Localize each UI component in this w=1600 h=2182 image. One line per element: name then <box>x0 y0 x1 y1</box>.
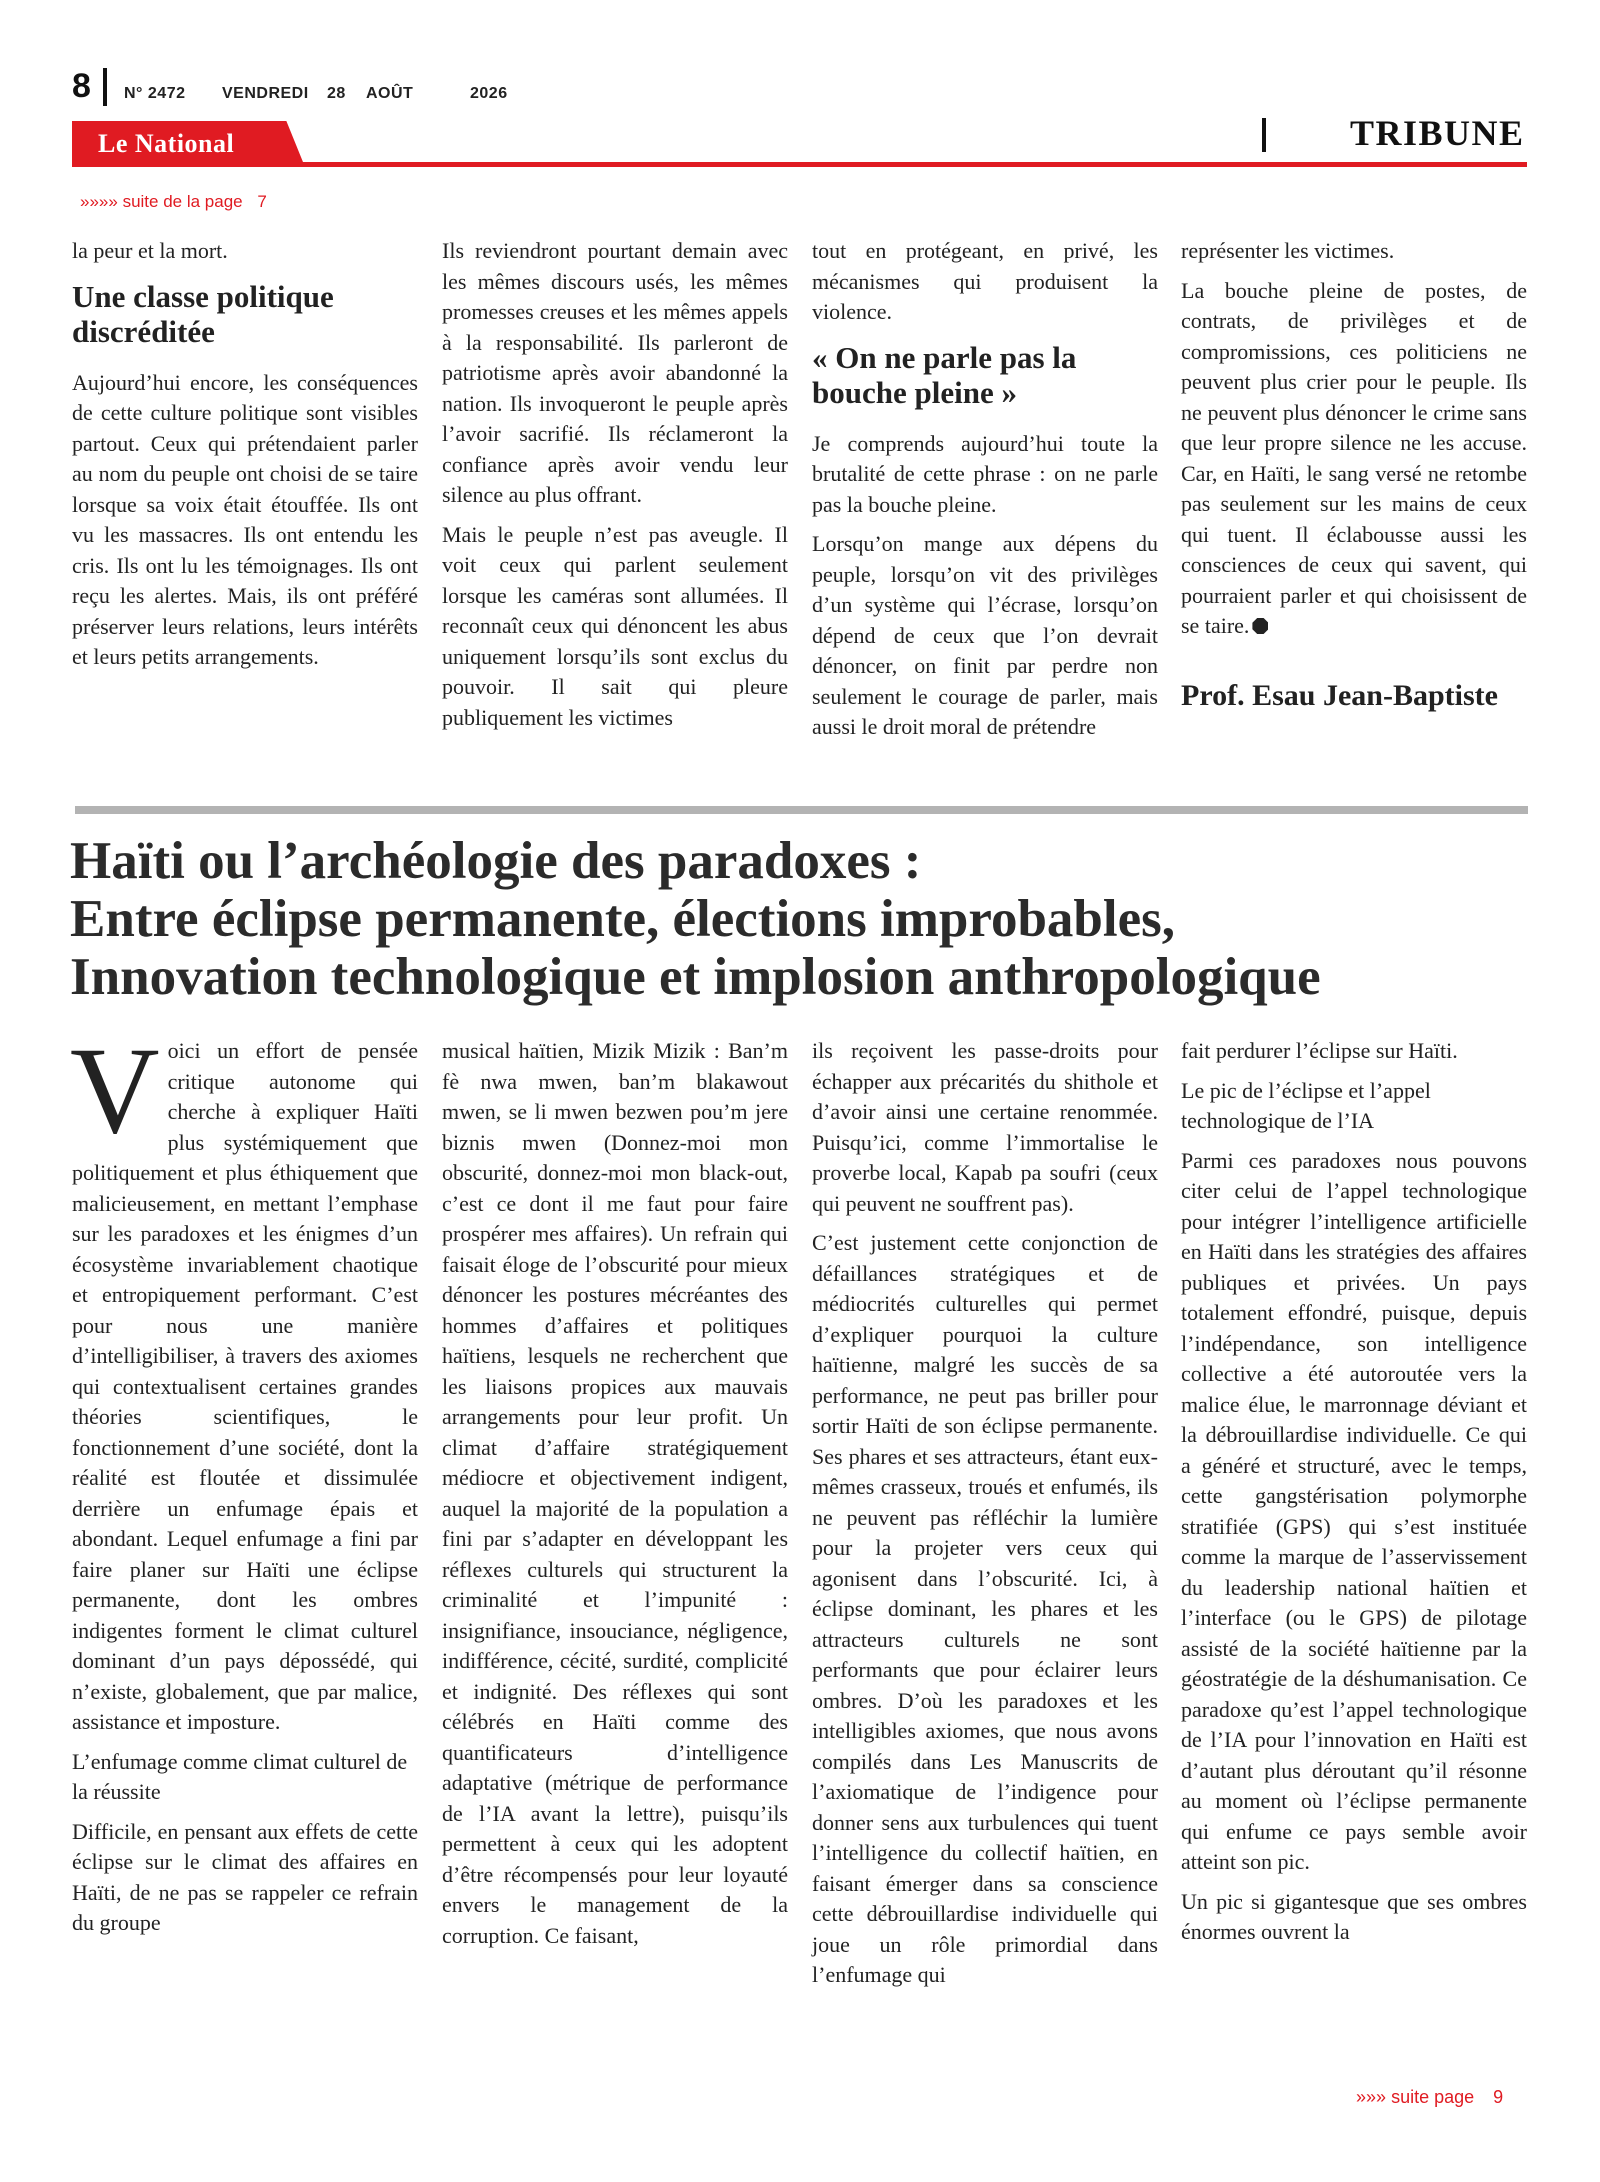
paragraph: Lorsqu’on mange aux dépens du peuple, lorsqu’on vit des privilèges d’un système qui l’écrase, lorsqu’on dépend de ceux que l’on devrait dénoncer, on finit par perdre non seulement le courage de parler, mais aussi le droit moral de prétendre <box>812 531 1158 739</box>
headline-line-1: Haïti ou l’archéologie des paradoxes : <box>70 832 922 890</box>
main-article-column-3 <box>812 1036 1158 2000</box>
article-subheading: L’enfumage comme climat culturel de la réussite <box>72 1748 408 1804</box>
section-title: TRIBUNE <box>1350 113 1525 153</box>
continued-page: 7 <box>257 192 267 211</box>
issue-month: AOÛT <box>366 85 414 102</box>
issue-weekday: VENDREDI <box>222 85 309 102</box>
main-article-column-2 <box>442 1036 788 1960</box>
article-subheading: Une classe politique discréditée <box>72 278 334 349</box>
paragraph <box>70 1022 418 1738</box>
paragraph: Ils reviendront pourtant demain avec les mêmes discours usés, les mêmes promesses creuses et les mêmes appels à la responsabilité. Ils parleront de patriotisme après avoir abandonné la nation. Ils invoqueront le peuple après l’avoir sacrifié. Ils réclameront la confiance après avoir vendu leur silence au plus offrant. <box>442 238 788 507</box>
top-article-column-3 <box>812 236 1158 752</box>
paragraph: Difficile, en pensant aux effets de cette éclipse sur le climat des affaires en Haïti, de ne pas se rappeler ce refrain du groupe <box>72 1818 418 1935</box>
paragraph: C’est justement cette conjonction de défaillances stratégiques et de médiocrités culturelles qui permet d’expliquer pourquoi la culture haïtienne, malgré les succès de sa performance, ne peut pas briller pour sortir Haïti de son éclipse permanente. Ses phares et ses attracteurs, étant eux-mêmes crasseux, troués et enfumés, ils ne peuvent pas réfléchir la lumière pour la projeter vers ceux qui agonisent dans l’obscurité. Ici, à éclipse dominant, les phares et les attracteurs culturels ne sont performants que pour éclairer leurs ombres. D’où les paradoxes et les intelligibles axiomes, que nous avons compilés dans Les Manuscrits de l’axiomatique de l’indigence pour donner sens aux turbulences qui tuent l’intelligence du collectif haïtien, en faisant émerger dans sa conscience cette débrouillardise individuelle qui joue un rôle primordial dans l’enfumage qui <box>812 1230 1158 1987</box>
top-article-column-4 <box>1181 236 1527 714</box>
issue-year: 2026 <box>470 85 508 102</box>
continued-arrows: »»» <box>1356 2087 1387 2107</box>
paragraph: Aujourd’hui encore, les conséquences de cette culture politique sont visibles partout. Ceux qui prétendaient parler au nom du peuple ont choisi de se taire lorsque sa voix était étouffée. Ils ont vu les massacres. Ils ont entendu les cris. Ils ont lu les témoignages. Ils ont reçu les alertes. Mais, ils ont préféré préserver leurs relations, leurs intérêts et leurs petits arrangements. <box>72 369 418 669</box>
headline-line-3: Innovation technologique et implosion anthropologique <box>70 948 1321 1006</box>
paragraph: la peur et la mort. <box>72 238 228 263</box>
issue-day: 28 <box>327 85 346 102</box>
paragraph: fait perdurer l’éclipse sur Haïti. <box>1181 1038 1458 1063</box>
continued-arrows: »»»» <box>80 192 118 211</box>
paragraph: musical haïtien, Mizik Mizik : Ban’m fè nwa mwen, ban’m blakawout mwen, se li mwen bezwen pou’m jere biznis mwen (Donnez-moi mon obscurité, donnez-moi mon black-out, c’est ce dont il me faut pour faire prospérer mes affaires). Un refrain qui faisait éloge de l’obscurité pour mieux dénoncer les postures mécréantes des hommes d’affaires et politiques haïtiens, lesquels ne recherchent que les liaisons propices aux mauvais arrangements pour leur profit. Un climat d’affaire stratégiquement médiocre et objectivement indigent, auquel la majorité de la population a fini par s’adapter en développant les réflexes culturels qui structurent la criminalité et l’impunité : insignifiance, insouciance, négligence, indifférence, cécité, surdité, complicité et indignité. Des réflexes qui sont célébrés en Haïti comme des quantificateurs d’intelligence adaptative (métrique de performance de l’IA avant la lettre), puisqu’ils permettent à ceux qui les adoptent d’être récompensés pour leur loyauté envers le management de la corruption. Ce faisant, <box>442 1038 788 1948</box>
paragraph: Un pic si gigantesque que ses ombres énormes ouvrent la <box>1181 1888 1527 1944</box>
continued-page: 9 <box>1493 2087 1504 2107</box>
page-number: 8 <box>72 67 91 105</box>
paragraph: tout en protégeant, en privé, les mécanismes qui produisent la violence. <box>812 238 1158 324</box>
article-headline <box>70 832 1540 1006</box>
continued-on <box>1356 2087 1503 2108</box>
headline-line-2: Entre éclipse permanente, élections improbables, <box>70 890 1176 948</box>
page-number-divider <box>103 68 107 106</box>
paragraph: Je comprends aujourd’hui toute la brutalité de cette phrase : on ne parle pas la bouche pleine. <box>812 430 1158 517</box>
top-article-column-2 <box>442 236 788 742</box>
author-signature: Prof. Esau Jean-Baptiste <box>1181 678 1498 712</box>
end-mark-icon <box>1252 618 1268 634</box>
paragraph <box>1181 276 1527 642</box>
brand-logo: Le National <box>98 129 235 158</box>
paragraph: Mais le peuple n’est pas aveugle. Il voit ceux qui parlent seulement lorsque les caméras sont allumées. Il reconnaît ceux qui dénoncent les abus uniquement lorsqu’ils sont exclus du pouvoir. Il sait qui pleure publiquement les victimes <box>442 521 788 730</box>
paragraph: ils reçoivent les passe-droits pour échapper aux précarités du shithole et d’avoir ainsi une certaine renommée. Puisqu’ici, comme l’immortalise le proverbe local, Kapab pa soufri (ceux qui peuvent ne souffrent pas). <box>812 1038 1158 1216</box>
section-divider <box>1262 118 1266 152</box>
main-article-column-4 <box>1181 1036 1527 1957</box>
issue-number: N° 2472 <box>124 85 186 102</box>
paragraph-text: oici un effort de pensée critique autonome qui cherche à expliquer Haïti plus systémiquement que politiquement et plus éthiquement que malicieusement, en mettant l’emphase sur les paradoxes et les énigmes d’un écosystème invariablement chaotique et entropiquement performant. C’est pour nous une manière d’intelligibiliser, à travers des axiomes qui contextualisent certaines grandes théories scientifiques, le fonctionnement d’une société, dont la réalité est floutée et dissimulée derrière un enfumage épais et abondant. Lequel enfumage a fini par faire planer sur Haïti une éclipse permanente, dont les ombres indigentes forment le climat culturel dominant d’un pays dépossédé, qui n’existe, globalement, que par malice, assistance et imposture. <box>72 1038 418 1734</box>
paragraph-text: La bouche pleine de postes, de contrats, de privilèges et de compromissions, ces politiciens ne peuvent plus crier pour le peuple. Ils ne peuvent plus dénoncer le crime sans que leur propre silence ne les accuse. Car, en Haïti, le sang versé ne retombe pas seulement sur les mains de ceux qui tuent. Il éclabousse aussi les consciences de ceux qui savent, qui pourraient parler et qui choisissent de se taire. <box>1181 277 1527 638</box>
main-article-column-1 <box>70 1022 418 1948</box>
top-article-column-1 <box>72 236 418 682</box>
drop-cap: V <box>70 1022 160 1159</box>
continued-from <box>80 192 267 212</box>
article-subheading: « On ne parle pas la bouche pleine » <box>812 339 1077 410</box>
paragraph: représenter les victimes. <box>1181 238 1395 263</box>
paragraph: Parmi ces paradoxes nous pouvons citer celui de l’appel technologique pour intégrer l’intelligence artificielle en Haïti dans les stratégies des affaires publiques et privées. Un pays totalement effondré, puisque, depuis l’indépendance, son intelligence collective a été autoroutée vers la malice élue, le marronnage déviant et la débrouillardise individuelle. Ce qui a généré et structuré, avec le temps, cette gangstérisation polymorphe stratifiée (GPS) qui s’est instituée comme la marque de l’asservissement du leadership national haïtien et l’interface (ou le GPS) de pilotage assisté de la société haïtienne par la géostratégie de la déshumanisation. Ce paradoxe qu’est l’appel technologique de l’IA pour l’innovation en Haïti est d’autant plus déroutant qu’il résonne au moment où l’éclipse permanente qui enfume ce pays semble avoir atteint son pic. <box>1181 1147 1527 1874</box>
article-subheading: Le pic de l’éclipse et l’appel technologique de l’IA <box>1181 1077 1431 1133</box>
continued-text: suite page <box>1391 2087 1475 2107</box>
continued-text: suite de la page <box>122 192 243 211</box>
article-divider <box>75 806 1528 814</box>
